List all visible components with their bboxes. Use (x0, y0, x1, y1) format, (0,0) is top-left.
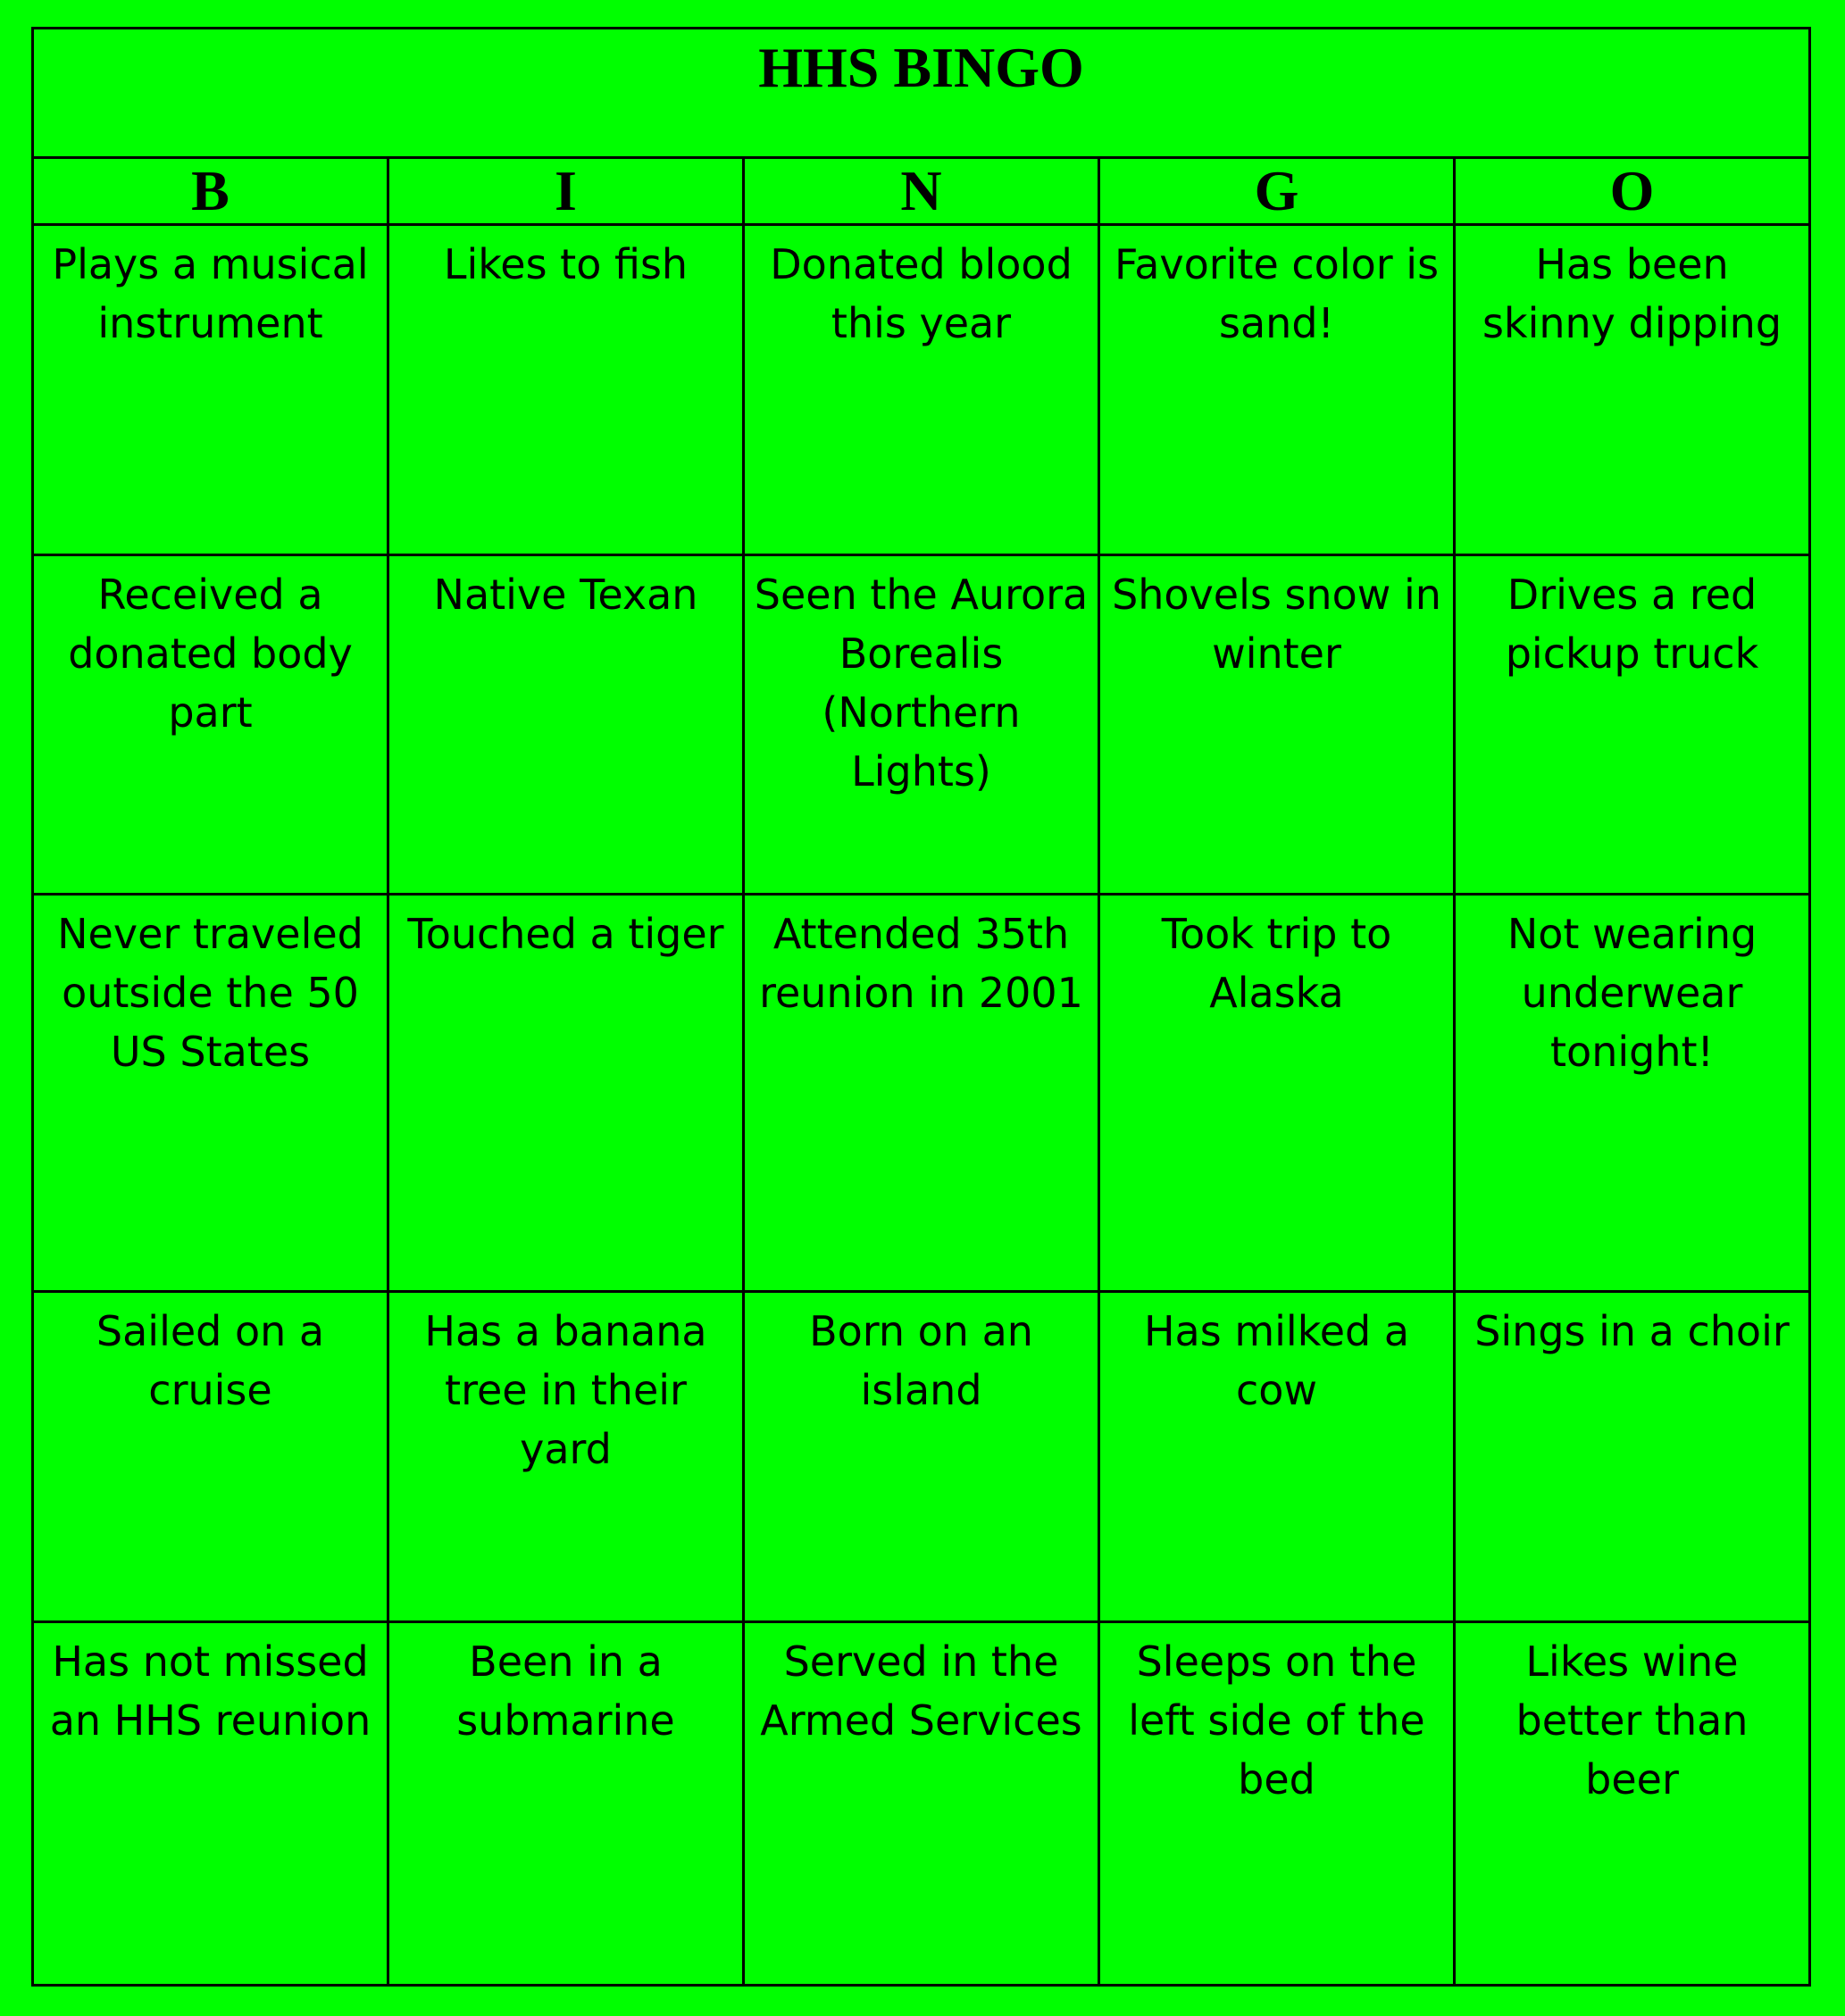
grid-row-1 (34, 226, 1808, 556)
column-header-g: G (1100, 159, 1456, 223)
bingo-square: Likes to fish (389, 226, 745, 554)
column-header-n: N (745, 159, 1100, 223)
bingo-square: Sings in a choir (1474, 1307, 1790, 1355)
grid-row-4 (34, 1293, 1808, 1623)
column-header-i: I (389, 159, 745, 223)
bingo-square: Attended 35th reunion in 2001 (745, 896, 1100, 1290)
card-title: HHS BINGO (758, 36, 1084, 99)
title-row (34, 29, 1808, 159)
bingo-square: Touched a tiger (389, 896, 745, 1290)
column-header-b: B (34, 159, 389, 223)
column-header-row (34, 159, 1808, 226)
bingo-square: Plays a musical instrument (34, 226, 389, 554)
bingo-square: Born on an island (745, 1293, 1100, 1620)
bingo-card (31, 27, 1811, 1987)
bingo-square: Native Texan (389, 556, 745, 893)
bingo-square: Donated blood this year (745, 226, 1100, 554)
bingo-square: Sleeps on the left side of the bed (1100, 1623, 1456, 1984)
bingo-square: Received a donated body part (34, 556, 389, 893)
bingo-square: Never traveled outside the 50 US States (34, 896, 389, 1290)
bingo-square: Served in the Armed Services (745, 1623, 1100, 1984)
bingo-square: Not wearing underwear tonight! (1507, 910, 1757, 1076)
bingo-square: Likes wine better than beer (1515, 1637, 1749, 1804)
bingo-square: Seen the Aurora Borealis (Northern Lights) (745, 556, 1100, 893)
grid-row-3 (34, 896, 1808, 1293)
bingo-square: Has been skinny dipping (1482, 240, 1782, 347)
bingo-square: Has milked a cow (1100, 1293, 1456, 1620)
bingo-square: Took trip to Alaska (1100, 896, 1456, 1290)
grid-row-5 (34, 1623, 1808, 1984)
grid-row-2 (34, 556, 1808, 896)
column-header-o: O (1609, 159, 1655, 222)
bingo-square: Sailed on a cruise (34, 1293, 389, 1620)
bingo-square: Has a banana tree in their yard (389, 1293, 745, 1620)
bingo-square: Been in a submarine (389, 1623, 745, 1984)
bingo-square: Has not missed an HHS reunion (34, 1623, 389, 1984)
bingo-square: Favorite color is sand! (1100, 226, 1456, 554)
bingo-square: Drives a red pickup truck (1505, 571, 1759, 678)
bingo-grid (34, 226, 1808, 1984)
bingo-square: Shovels snow in winter (1100, 556, 1456, 893)
